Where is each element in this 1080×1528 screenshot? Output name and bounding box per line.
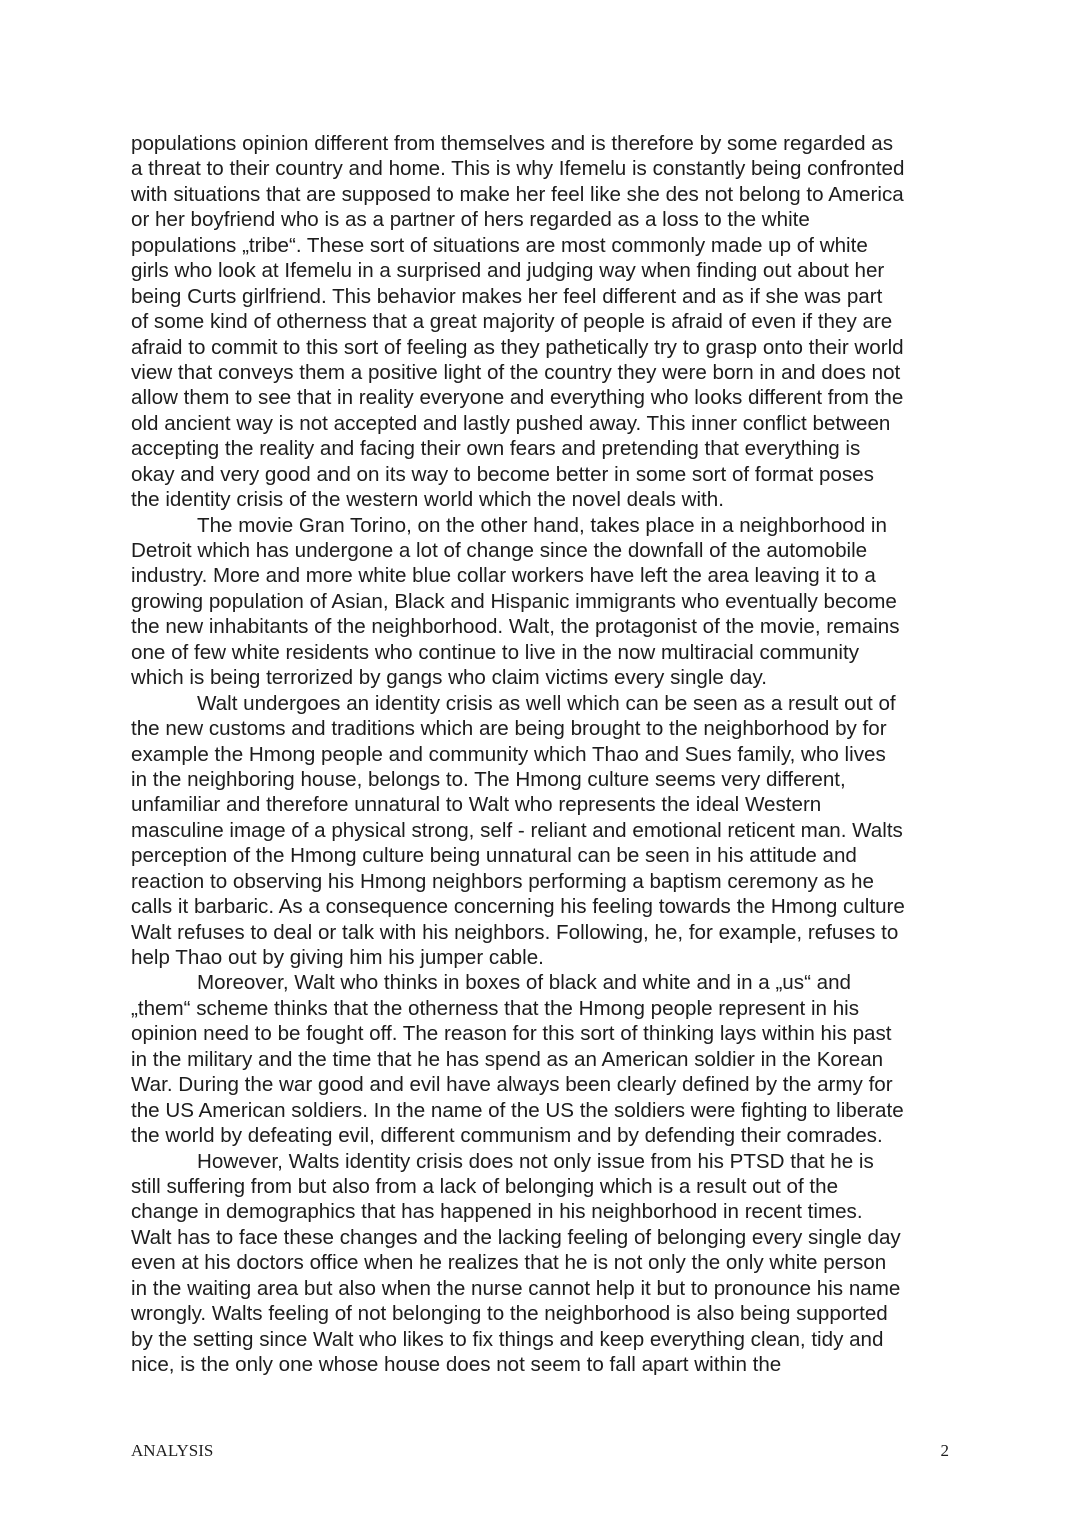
text-line: in the military and the time that he has spend as an American soldier in the Korean xyxy=(131,1047,884,1071)
page-number: 2 xyxy=(940,1441,949,1460)
text-line: with situations that are supposed to make her feel like she des not belong to America xyxy=(131,182,904,206)
text-line: populations „tribe“. These sort of situations are most commonly made up of white xyxy=(131,233,868,257)
text-line: nice, is the only one whose house does not seem to fall apart within the xyxy=(131,1353,782,1376)
text-line: „them“ scheme thinks that the otherness that the Hmong people represent in his xyxy=(131,996,860,1020)
text-line: perception of the Hmong culture being unnatural can be seen in his attitude and xyxy=(131,844,857,868)
text-line: still suffering from but also from a lack of belonging which is a result out of the xyxy=(131,1174,839,1198)
text-line: wrongly. Walts feeling of not belonging to the neighborhood is also being supported xyxy=(131,1302,888,1326)
text-line: okay and very good and on its way to become better in some sort of format poses xyxy=(131,462,874,486)
text-line: Detroit which has undergone a lot of change since the downfall of the automobile xyxy=(131,539,868,562)
text-line: view that conveys them a positive light of the country they were born in and does not xyxy=(131,360,901,384)
text-line: accepting the reality and facing their own fears and pretending that everything is xyxy=(131,437,861,461)
text-line: by the setting since Walt who likes to fix things and keep everything clean, tidy and xyxy=(131,1327,884,1351)
text-line: allow them to see that in reality everyone and everything who looks different from the xyxy=(131,386,904,410)
text-line: Walt refuses to deal or talk with his neighbors. Following, he, for example, refuses to xyxy=(131,920,899,944)
paragraph-first-line: Walt undergoes an identity crisis as well which can be seen as a result out of xyxy=(197,691,896,715)
text-line: populations opinion different from themselves and is therefore by some regarded as xyxy=(131,132,894,155)
text-line: old ancient way is not accepted and lastly pushed away. This inner conflict between xyxy=(131,411,891,435)
text-line: or her boyfriend who is as a partner of hers regarded as a loss to the white xyxy=(131,208,810,232)
text-line: in the neighboring house, belongs to. The Hmong culture seems very different, xyxy=(131,767,846,791)
text-line: growing population of Asian, Black and Hispanic immigrants who eventually become xyxy=(131,589,897,613)
text-line: the identity crisis of the western world which the novel deals with. xyxy=(131,488,724,512)
text-line: opinion need to be fought off. The reason for this sort of thinking lays within his past xyxy=(131,1022,892,1046)
text-line: in the waiting area but also when the nurse cannot help it but to pronounce his name xyxy=(131,1276,901,1300)
text-line: Walt has to face these changes and the lacking feeling of belonging every single day xyxy=(131,1225,901,1249)
text-line: the world by defeating evil, different communism and by defending their comrades. xyxy=(131,1124,883,1148)
text-line: example the Hmong people and community which Thao and Sues family, who lives xyxy=(131,742,886,766)
text-line: which is being terrorized by gangs who claim victims every single day. xyxy=(131,666,768,690)
text-line: change in demographics that has happened in his neighborhood in recent times. xyxy=(131,1200,863,1224)
text-line: being Curts girlfriend. This behavior makes her feel different and as if she was part xyxy=(131,284,883,308)
paragraph-first-line: However, Walts identity crisis does not only issue from his PTSD that he is xyxy=(197,1149,874,1173)
text-line: afraid to commit to this sort of feeling as they pathetically try to grasp onto their world xyxy=(131,335,904,359)
text-line: one of few white residents who continue to live in the now multiracial community xyxy=(131,640,860,664)
text-line: the new customs and traditions which are being brought to the neighborhood by for xyxy=(131,717,887,741)
text-line: masculine image of a physical strong, self - reliant and emotional reticent man. Walts xyxy=(131,818,903,842)
text-line: even at his doctors office when he realizes that he is not only the only white person xyxy=(131,1251,887,1275)
text-line: calls it barbaric. As a consequence concerning his feeling towards the Hmong culture xyxy=(131,895,905,919)
text-line: of some kind of otherness that a great majority of people is afraid of even if they are xyxy=(131,310,893,334)
body-text xyxy=(131,131,961,1377)
text-line: the new inhabitants of the neighborhood. Walt, the protagonist of the movie, remains xyxy=(131,615,900,639)
text-line: industry. More and more white blue collar workers have left the area leaving it to a xyxy=(131,564,876,588)
text-line: reaction to observing his Hmong neighbors performing a baptism ceremony as he xyxy=(131,869,874,893)
paragraph-first-line: Moreover, Walt who thinks in boxes of black and white and in a „us“ and xyxy=(197,971,852,995)
text-line: girls who look at Ifemelu in a surprised and judging way when finding out about her xyxy=(131,259,885,283)
text-line: a threat to their country and home. This is why Ifemelu is constantly being confronted xyxy=(131,157,905,181)
text-line: War. During the war good and evil have always been clearly defined by the army for xyxy=(131,1073,893,1097)
paragraph-first-line: The movie Gran Torino, on the other hand, takes place in a neighborhood in xyxy=(197,513,887,537)
text-line: the US American soldiers. In the name of the US the soldiers were fighting to liberate xyxy=(131,1098,904,1122)
text-line: help Thao out by giving him his jumper cable. xyxy=(131,946,544,969)
running-title: ANALYSIS xyxy=(131,1441,214,1460)
text-line: unfamiliar and therefore unnatural to Walt who represents the ideal Western xyxy=(131,793,822,817)
